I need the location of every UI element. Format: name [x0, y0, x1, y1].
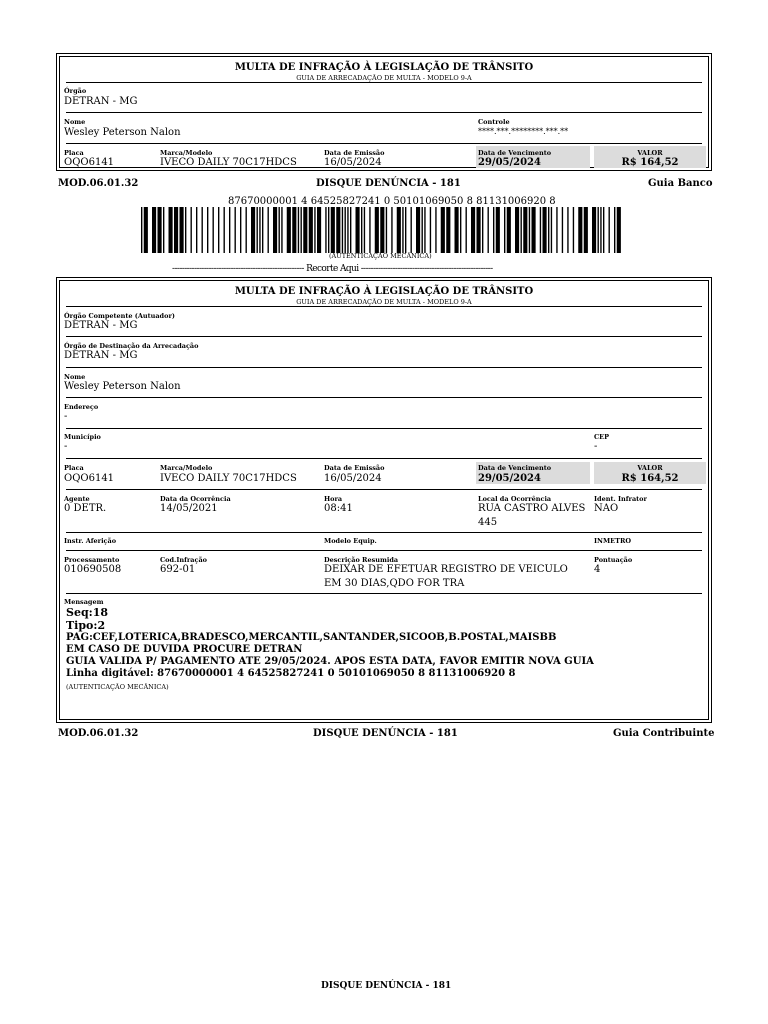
orgao-destinacao-label: Órgão de Destinação da Arrecadação	[64, 342, 199, 350]
contributor-slip-inner-frame	[59, 280, 709, 720]
barcode-bar	[369, 207, 370, 253]
barcode-bar	[309, 207, 313, 253]
barcode-bar	[507, 207, 511, 253]
hora-value: 08:41	[324, 503, 353, 514]
barcode-bar	[317, 207, 321, 253]
barcode-bar	[301, 207, 302, 253]
divider	[66, 532, 702, 533]
ident-infrator-value: NAO	[594, 503, 619, 514]
barcode-bar	[455, 207, 459, 253]
barcode-bar	[430, 207, 431, 253]
pontuacao-value: 4	[594, 564, 601, 575]
barcode-bar	[292, 207, 296, 253]
barcode-bar	[325, 207, 326, 253]
barcode	[141, 207, 625, 253]
municipio-label: Município	[64, 433, 101, 441]
barcode-bar	[578, 207, 582, 253]
footer-disque-denuncia: DISQUE DENÚNCIA - 181	[321, 981, 452, 991]
barcode-bar	[163, 207, 164, 253]
emissao-label: Data de Emissão	[324, 464, 385, 472]
placa-value: OQO6141	[64, 157, 115, 168]
barcode-bar	[336, 207, 340, 253]
barcode-bar	[257, 207, 258, 253]
bank-slip-inner-frame	[59, 56, 709, 168]
orgao-competente-label: Órgão Competente (Autuador)	[64, 312, 175, 320]
mensagem-line: Tipo:2	[66, 619, 106, 632]
barcode-bar	[493, 207, 494, 253]
inmetro-label: INMETRO	[594, 537, 632, 545]
divider	[66, 306, 702, 307]
endereco-value: -	[64, 411, 68, 422]
autenticacao-mecanica: (AUTENTICAÇÃO MECÂNICA)	[66, 683, 169, 691]
barcode-bar	[523, 207, 527, 253]
barcode-bar	[259, 207, 260, 253]
divider	[66, 82, 702, 83]
barcode-bar	[460, 207, 461, 253]
emissao-value: 16/05/2024	[324, 473, 382, 484]
nome-value: Wesley Peterson Nalon	[64, 381, 181, 392]
barcode-bar	[364, 207, 365, 253]
mensagem-line: GUIA VALIDA P/ PAGAMENTO ATE 29/05/2024. APOS ESTA DATA, FAVOR EMITIR NOVA GUIA	[66, 656, 594, 667]
barcode-bar	[391, 207, 392, 253]
mensagem-line: EM CASO DE DUVIDA PROCURE DETRAN	[66, 644, 303, 655]
barcode-bar	[279, 207, 280, 253]
barcode-bar	[600, 207, 601, 253]
barcode-bar	[196, 207, 197, 253]
barcode-bar	[287, 207, 291, 253]
descricao-value: DEIXAR DE EFETUAR REGISTRO DE VEICULO EM 30 DIAS,QDO FOR TRA	[324, 564, 568, 589]
processamento-value: 010690508	[64, 564, 122, 575]
controle-value: ****.***.********.***.**	[478, 127, 569, 136]
local-ocorrencia-value: RUA CASTRO ALVES 445	[478, 503, 586, 528]
barcode-bar	[532, 207, 536, 253]
divider	[66, 112, 702, 113]
barcode-bar	[314, 207, 315, 253]
instr-afericao-label: Instr. Aferição	[64, 537, 117, 545]
barcode-bar	[347, 207, 348, 253]
barcode-bar	[356, 207, 360, 253]
barcode-bar	[331, 207, 335, 253]
placa-value: OQO6141	[64, 473, 115, 484]
barcode-bar	[548, 207, 549, 253]
mod-code: MOD.06.01.32	[58, 728, 139, 739]
bank-slip-box	[56, 53, 712, 171]
orgao-destinacao-value: DETRAN - MG	[64, 350, 138, 361]
barcode-bar	[273, 207, 277, 253]
barcode-bar	[342, 207, 343, 253]
emissao-label: Data de Emissão	[324, 149, 385, 157]
marca-label: Marca/Modelo	[160, 149, 213, 157]
data-ocorrencia-value: 14/05/2021	[160, 503, 218, 514]
agente-value: 0 DETR.	[64, 503, 107, 514]
barcode-bar	[144, 207, 148, 253]
barcode-bar	[328, 207, 329, 253]
barcode-bar	[477, 207, 481, 253]
barcode-bar	[614, 207, 615, 253]
barcode-bar	[268, 207, 269, 253]
barcode-bar	[152, 207, 156, 253]
marca-label: Marca/Modelo	[160, 464, 213, 472]
barcode-bar	[380, 207, 384, 253]
data-ocorrencia-label: Data da Ocorrência	[160, 495, 231, 503]
barcode-bar	[397, 207, 401, 253]
barcode-bar	[229, 207, 230, 253]
contributor-slip-box	[56, 277, 712, 723]
barcode-bar	[422, 207, 423, 253]
controle-label: Controle	[478, 118, 510, 126]
valor-label: VALOR	[637, 464, 663, 472]
nome-value: Wesley Peterson Nalon	[64, 127, 181, 138]
hora-label: Hora	[324, 495, 343, 503]
nome-label: Nome	[64, 118, 86, 126]
barcode-bar	[567, 207, 568, 253]
divider	[66, 336, 702, 337]
barcode-bar	[185, 207, 186, 253]
barcode-bar	[262, 207, 263, 253]
barcode-bar	[361, 207, 362, 253]
valor-value: R$ 164,52	[621, 157, 679, 168]
barcode-bar	[482, 207, 483, 253]
divider	[66, 397, 702, 398]
barcode-bar	[405, 207, 406, 253]
bank-slip-subtitle: GUIA DE ARRECADAÇÃO DE MULTA - MODELO 9-A	[296, 74, 472, 82]
barcode-bar	[488, 207, 489, 253]
barcode-bar	[411, 207, 412, 253]
barcode-bar	[562, 207, 563, 253]
barcode-bar	[350, 207, 351, 253]
descricao-label: Descrição Resumida	[324, 556, 399, 564]
vencimento-value: 29/05/2024	[478, 157, 541, 168]
barcode-bar	[521, 207, 522, 253]
vencimento-label: Data de Vencimento	[478, 464, 552, 472]
barcode-bar	[556, 207, 557, 253]
barcode-bar	[345, 207, 346, 253]
divider	[66, 367, 702, 368]
divider	[66, 593, 702, 594]
barcode-bar	[251, 207, 255, 253]
municipio-value: -	[64, 441, 68, 452]
barcode-bar	[174, 207, 178, 253]
endereco-label: Endereço	[64, 403, 99, 411]
valor-label: VALOR	[637, 149, 663, 157]
ident-infrator-label: Ident. Infrator	[594, 495, 647, 503]
mensagem-line: Linha digitável: 87670000001 4 64525827241 0 50101069050 8 81131006920 8	[66, 668, 516, 679]
barcode-bar	[386, 207, 387, 253]
barcode-bar	[180, 207, 184, 253]
barcode-bar	[515, 207, 519, 253]
barcode-bar	[496, 207, 500, 253]
barcode-bar	[446, 207, 450, 253]
barcode-bar	[424, 207, 425, 253]
barcode-bar	[617, 207, 621, 253]
barcode-bar	[598, 207, 599, 253]
barcode-bar	[246, 207, 247, 253]
barcode-bar	[573, 207, 574, 253]
mensagem-line: Seq:18	[66, 606, 109, 619]
barcode-bar	[551, 207, 552, 253]
guia-contribuinte-label: Guia Contribuinte	[613, 728, 715, 739]
barcode-bar	[207, 207, 208, 253]
modelo-equip-label: Modelo Equip.	[324, 537, 377, 545]
agente-label: Agente	[64, 495, 90, 503]
divider	[66, 143, 702, 144]
placa-label: Placa	[64, 149, 84, 157]
barcode-bar	[529, 207, 530, 253]
pontuacao-label: Pontuação	[594, 556, 633, 564]
autenticacao-mecanica: (AUTENTICAÇÃO MECÂNICA)	[329, 252, 432, 260]
marca-value: IVECO DAILY 70C17HDCS	[160, 473, 297, 484]
barcode-bar	[191, 207, 192, 253]
barcode-bar	[609, 207, 610, 253]
divider	[66, 428, 702, 429]
cut-here-line: ------------------------------------------------------ Recorte Aqui ------------------------------------------------------	[172, 264, 493, 274]
barcode-bar	[218, 207, 219, 253]
barcode-bar	[441, 207, 445, 253]
barcode-bar	[435, 207, 436, 253]
mensagem-label: Mensagem	[64, 598, 104, 606]
valor-value: R$ 164,52	[621, 473, 679, 484]
disque-denuncia: DISQUE DENÚNCIA - 181	[313, 728, 458, 739]
barcode-bar	[592, 207, 596, 253]
divider	[66, 489, 702, 490]
orgao-label: Órgão	[64, 87, 87, 95]
vencimento-label: Data de Vencimento	[478, 149, 552, 157]
contributor-slip-title: MULTA DE INFRAÇÃO À LEGISLAÇÃO DE TRÂNSITO	[234, 286, 534, 297]
vencimento-value: 29/05/2024	[478, 473, 541, 484]
disque-denuncia: DISQUE DENÚNCIA - 181	[316, 178, 461, 189]
barcode-bar	[375, 207, 379, 253]
orgao-competente-value: DETRAN - MG	[64, 320, 138, 331]
contributor-slip-subtitle: GUIA DE ARRECADAÇÃO DE MULTA - MODELO 9-A	[296, 298, 472, 306]
barcode-bar	[224, 207, 225, 253]
mensagem-line: PAG:CEF,LOTERICA,BRADESCO,MERCANTIL,SANTANDER,SICOOB,B.POSTAL,MAISBB	[66, 632, 557, 643]
cod-infracao-value: 692-01	[160, 564, 196, 575]
barcode-bar	[281, 207, 282, 253]
cep-value: -	[594, 441, 598, 452]
local-ocorrencia-label: Local da Ocorrência	[478, 495, 552, 503]
barcode-bar	[213, 207, 214, 253]
barcode-bar	[298, 207, 299, 253]
mod-code: MOD.06.01.32	[58, 178, 139, 189]
barcode-bar	[540, 207, 541, 253]
divider	[66, 458, 702, 459]
barcode-digits: 87670000001 4 64525827241 0 50101069050 8 81131006920 8	[228, 196, 556, 207]
barcode-bar	[603, 207, 604, 253]
barcode-bar	[141, 207, 142, 253]
orgao-value: DETRAN - MG	[64, 96, 138, 107]
barcode-bar	[169, 207, 173, 253]
barcode-bar	[416, 207, 420, 253]
cod-infracao-label: Cod.Infração	[160, 556, 208, 564]
bank-slip-title: MULTA DE INFRAÇÃO À LEGISLAÇÃO DE TRÂNSITO	[234, 62, 534, 73]
cep-label: CEP	[594, 433, 610, 441]
marca-value: IVECO DAILY 70C17HDCS	[160, 157, 297, 168]
barcode-bar	[240, 207, 241, 253]
divider	[66, 550, 702, 551]
barcode-bar	[471, 207, 475, 253]
barcode-bar	[158, 207, 162, 253]
barcode-bar	[402, 207, 403, 253]
barcode-bar	[303, 207, 307, 253]
barcode-bar	[235, 207, 236, 253]
barcode-bar	[584, 207, 588, 253]
processamento-label: Processamento	[64, 556, 120, 564]
guia-banco-label: Guia Banco	[648, 178, 713, 189]
barcode-bar	[543, 207, 547, 253]
nome-label: Nome	[64, 373, 86, 381]
barcode-bar	[202, 207, 203, 253]
placa-label: Placa	[64, 464, 84, 472]
barcode-bar	[504, 207, 505, 253]
barcode-bar	[466, 207, 467, 253]
emissao-value: 16/05/2024	[324, 157, 382, 168]
